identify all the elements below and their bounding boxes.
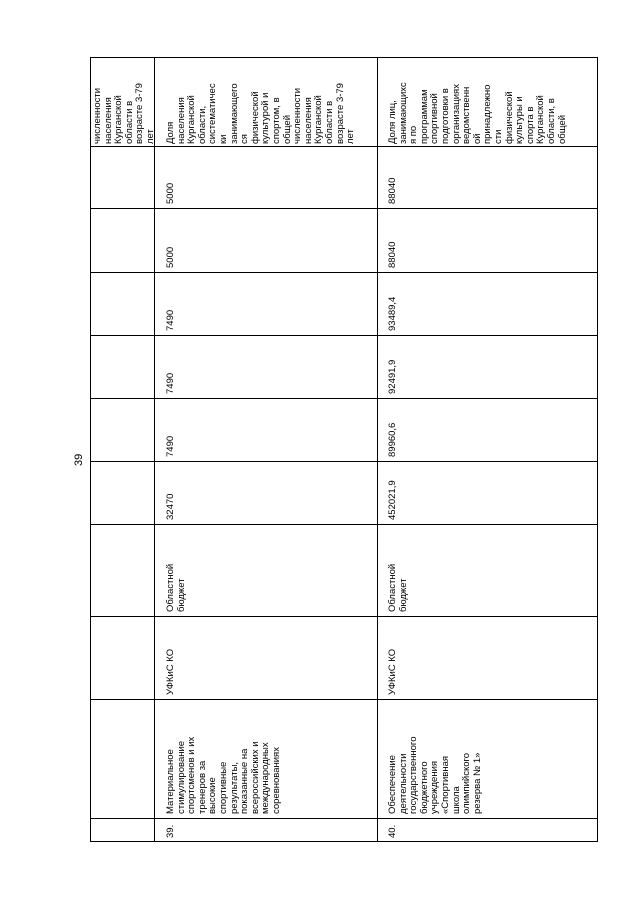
row-40-value-3 <box>377 335 597 398</box>
row-40-value-4-text: 93489,4 <box>387 296 398 331</box>
row-40-executor-text: УФКиС КО <box>387 648 398 695</box>
row-39-executor <box>154 616 377 699</box>
row-40-executor <box>377 616 597 699</box>
row-39-description <box>154 699 377 818</box>
row-39-value-1-text: 32470 <box>165 493 176 520</box>
row-39-value-3-text: 7490 <box>165 372 176 394</box>
continuation-target-text: численности населения Курганской области в возрасте 3-79 лет <box>92 83 156 144</box>
row-40-number <box>377 818 597 841</box>
row-40-value-6 <box>377 146 597 208</box>
page-number-text: 39 <box>73 453 85 466</box>
row-39-target-text: Доля населения Курганской области, систематичес ки занимающего ся физической культурой и спортом, в общей численности населения Курганской области в возрасте 3-79 лет <box>165 83 357 144</box>
row-39-value-3 <box>154 335 377 398</box>
row-39-number <box>154 818 377 841</box>
row-40-target-text: Доля лиц, занимающихс я по программам спортивной подготовки в организациях ведомственн ой принадлежно сти физической культуры и спорта в Курганской области, в общей <box>387 82 568 144</box>
row-39-value-4 <box>154 272 377 335</box>
row-39-value-5 <box>154 208 377 272</box>
row-40-description-text: Обеспечение деятельности государственного бюджетного учреждения «Спортивная школа олимпийского резерва № 1» <box>387 736 483 814</box>
row-39-value-2-text: 7490 <box>165 435 176 457</box>
row-39-value-4-text: 7490 <box>165 309 176 331</box>
row-40-value-2 <box>377 398 597 461</box>
row-40-value-1-text: 452021,9 <box>387 480 398 520</box>
continuation-target <box>91 58 154 146</box>
row-40-value-1 <box>377 461 597 524</box>
row-40-description <box>377 699 597 818</box>
row-40-source <box>377 524 597 616</box>
row-40-value-2-text: 89960,6 <box>387 422 398 457</box>
row-39-value-6 <box>154 146 377 208</box>
row-39-value-5-text: 5000 <box>165 246 176 268</box>
program-table <box>90 57 598 842</box>
row-39-target <box>154 58 377 146</box>
row-40-value-4 <box>377 272 597 335</box>
row-40-value-5 <box>377 208 597 272</box>
row-39-number-text: 39. <box>165 824 176 838</box>
row-39-value-2 <box>154 398 377 461</box>
row-40-source-text: Областной бюджет <box>387 563 409 612</box>
row-39-source <box>154 524 377 616</box>
row-39-source-text: Областной бюджет <box>165 563 187 612</box>
row-40-target <box>377 58 597 146</box>
row-39-value-1 <box>154 461 377 524</box>
page-number <box>72 452 86 468</box>
row-39-description-text: Материальное стимулирование спортсменов и их тренеров за высокие спортивные результаты, показанные на всероссийских и международных соревнованиях <box>165 736 282 814</box>
row-40-value-3-text: 92491,9 <box>387 359 398 394</box>
row-39-value-6-text: 5000 <box>165 182 176 204</box>
row-40-value-5-text: 88040 <box>387 241 398 268</box>
row-40-number-text: 40. <box>387 824 398 838</box>
row-39-executor-text: УФКиС КО <box>165 648 176 695</box>
row-40-value-6-text: 88040 <box>387 177 398 204</box>
